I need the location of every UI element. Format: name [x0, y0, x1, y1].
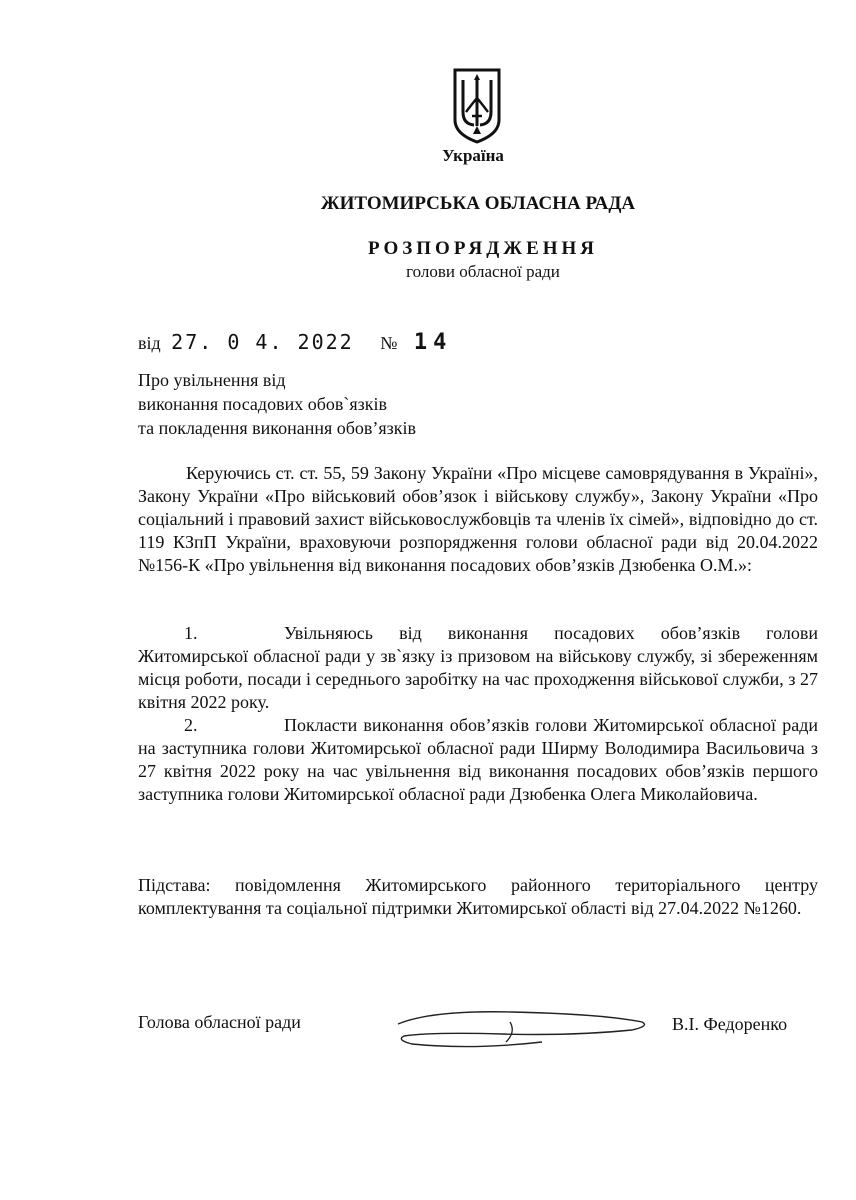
signer-title: Голова обласної ради [138, 1012, 301, 1032]
signer-name: В.І. Федоренко [672, 1014, 788, 1034]
date-prefix: від [138, 333, 161, 353]
subject-line: виконання посадових обов`язків [138, 394, 387, 414]
subject-line: Про увільнення від [138, 370, 286, 390]
subject-line: та покладення виконання обов’язків [138, 418, 417, 438]
item-number: 1. [184, 623, 198, 643]
council-name: ЖИТОМИРСЬКА ОБЛАСНА РАДА [320, 193, 636, 214]
handwritten-signature [392, 1002, 654, 1056]
order-item [138, 714, 818, 806]
number-prefix: № [380, 333, 398, 353]
document-date: 27. 0 4. 2022 [171, 330, 354, 354]
coat-of-arms-icon [452, 68, 502, 144]
document-type: РОЗПОРЯДЖЕННЯ [367, 238, 599, 259]
preamble-paragraph: Керуючись ст. ст. 55, 59 Закону України «Про місцеве самоврядування в Україні», Закону України «Про військовий обов’язок і військову службу», Закону України «Про соціальний і правовий захист військовослужбовців та членів їх сімей», відповідно до ст. 119 КЗпП України, враховуючи розпорядження голови обласної ради від 20.04.2022 №156-К «Про увільнення від виконання посадових обов’язків Дзюбенка О.М.»: [138, 463, 818, 575]
document-subtitle: голови обласної ради [406, 262, 560, 281]
date-line [138, 330, 452, 355]
order-item [138, 622, 818, 714]
country-name: Україна [442, 146, 504, 165]
document-number: 14 [413, 330, 453, 355]
item-text: Увільняюсь від виконання посадових обов’язків голови Житомирської обласної ради у зв`язку із призовом на військову службу, зі збереженням місця роботи, посади і середнього заробітку на час проходження військової служби, з 27 квітня 2022 року. [138, 623, 818, 712]
item-text: Покласти виконання обов’язків голови Житомирської обласної ради на заступника голови Житомирської обласної ради Ширму Володимира Васильовича з 27 квітня 2022 року на час увільнення від виконання посадових обов’язків першого заступника голови Житомирської обласної ради Дзюбенка Олега Миколайовича. [138, 715, 818, 804]
basis-paragraph: Підстава: повідомлення Житомирського районного територіального центру комплектування та соціальної підтримки Житомирської області від 27.04.2022 №1260. [138, 875, 818, 918]
item-number: 2. [184, 715, 198, 735]
document-subject [138, 368, 416, 440]
